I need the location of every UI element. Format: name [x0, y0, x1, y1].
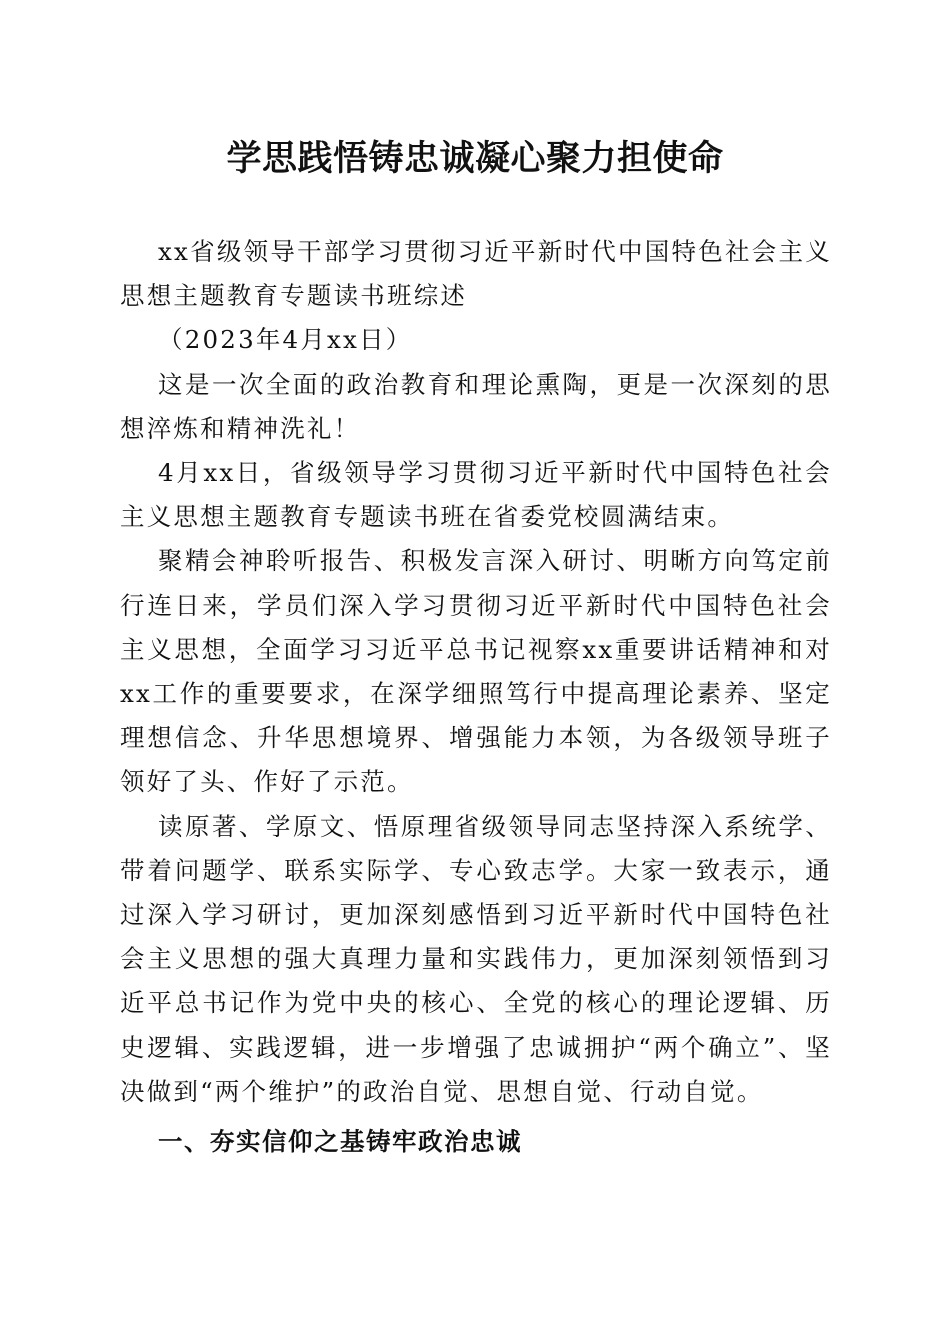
- document-subtitle: xx省级领导干部学习贯彻习近平新时代中国特色社会主义思想主题教育专题读书班综述: [120, 237, 832, 311]
- section-heading: 一、夯实信仰之基铸牢政治忠诚: [158, 1127, 522, 1157]
- paragraph: 聚精会神聆听报告、积极发言深入研讨、明晰方向笃定前行连日来，学员们深入学习贯彻习近平新时代中国特色社会主义思想，全面学习习近平总书记视察xx重要讲话精神和对xx工作的重要要求，在深学细照笃行中提高理论素养、坚定理想信念、升华思想境界、增强能力本领，为各级领导班子领好了头、作好了示范。: [120, 546, 832, 797]
- document-body: [120, 230, 832, 1166]
- document-date: （2023年4月xx日）: [158, 325, 413, 355]
- document-title: 学思践悟铸忠诚凝心聚力担使命: [226, 139, 724, 179]
- paragraph: 这是一次全面的政治教育和理论熏陶，更是一次深刻的思想淬炼和精神洗礼！: [120, 369, 832, 443]
- paragraph: 4月xx日，省级领导学习贯彻习近平新时代中国特色社会主义思想主题教育专题读书班在省委党校圆满结束。: [120, 458, 832, 532]
- paragraph: 读原著、学原文、悟原理省级领导同志坚持深入系统学、带着问题学、联系实际学、专心致志学。大家一致表示，通过深入学习研讨，更加深刻感悟到习近平新时代中国特色社会主义思想的强大真理力量和实践伟力，更加深刻领悟到习近平总书记作为党中央的核心、全党的核心的理论逻辑、历史逻辑、实践逻辑，进一步增强了忠诚拥护“两个确立”、坚决做到“两个维护”的政治自觉、思想自觉、行动自觉。: [120, 811, 832, 1106]
